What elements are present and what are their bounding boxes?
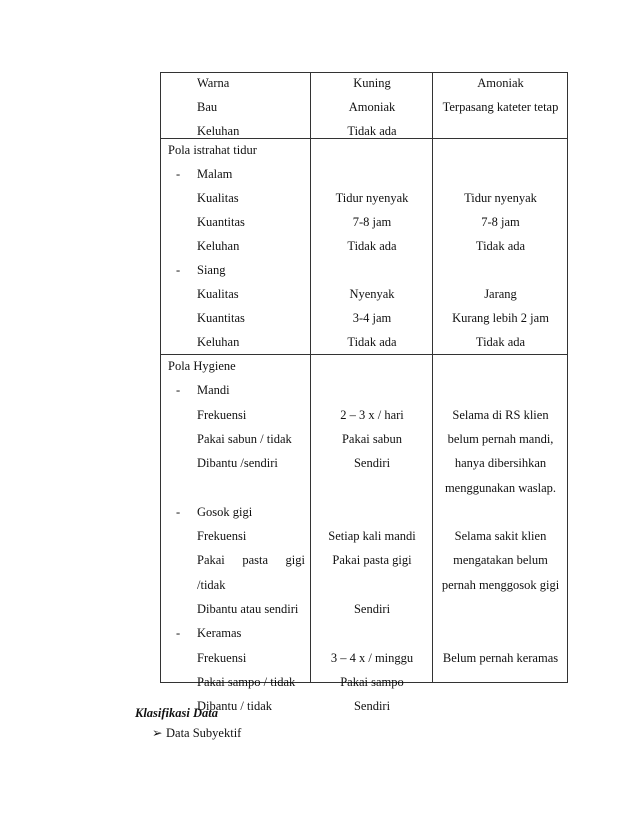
value-cell: Pakai pasta gigi [332, 553, 412, 568]
row-label: Keramas [197, 626, 242, 641]
value-cell: Sendiri [353, 456, 391, 471]
value-cell: 7-8 jam [352, 215, 392, 229]
table-divider-1 [310, 72, 311, 683]
value-cell: Tidak ada [347, 239, 397, 253]
list-dash: - [176, 383, 181, 398]
value-cell: mengatakan belum [453, 553, 548, 568]
row-label: Dibantu atau sendiri [197, 602, 299, 616]
value-cell: Selama sakit klien [454, 529, 547, 544]
value-cell: 7-8 jam [481, 215, 520, 229]
value-cell: Kurang lebih 2 jam [452, 311, 549, 325]
value-cell: Nyenyak [349, 287, 395, 301]
row-label: Dibantu / tidak [197, 699, 272, 714]
value-cell: 3-4 jam [352, 311, 392, 325]
row-label: Keluhan [197, 335, 240, 349]
value-cell: Tidak ada [347, 124, 397, 138]
value-cell: menggunakan waslap. [444, 480, 557, 495]
list-dash: - [176, 263, 181, 277]
value-cell: Tidur nyenyak [335, 191, 409, 205]
row-label: Dibantu /sendiri [197, 456, 278, 471]
section-label: Pola Hygiene [168, 359, 236, 373]
row-label: Siang [197, 263, 226, 277]
row-label: Malam [197, 167, 233, 181]
row-label: Kuantitas [197, 311, 245, 325]
bullet-item [152, 725, 241, 741]
table-row-divider [160, 138, 568, 139]
value-cell: Amoniak [477, 76, 524, 90]
value-cell: Sendiri [353, 699, 391, 714]
table-row-divider [160, 354, 568, 355]
value-cell: belum pernah mandi, [447, 431, 554, 446]
value-cell: 3 – 4 x / minggu [330, 650, 414, 665]
row-label: Kuantitas [197, 215, 245, 229]
row-label: Pakai sampo / tidak [197, 674, 296, 689]
row-label: Bau [197, 100, 218, 114]
value-cell: Amoniak [348, 100, 396, 114]
table-border-right [567, 72, 568, 683]
value-cell: Terpasang kateter tetap [442, 100, 559, 114]
value-cell: hanya dibersihkan [454, 456, 547, 471]
section-label: Pola istrahat tidur [168, 143, 257, 157]
row-label: Frekuensi [197, 407, 247, 422]
row-label: Pakai sabun / tidak [197, 431, 292, 446]
value-cell: pernah menggosok gigi [441, 577, 560, 592]
row-label: Gosok gigi [197, 504, 253, 519]
value-cell: Tidur nyenyak [464, 191, 537, 205]
table-divider-2 [432, 72, 433, 683]
value-cell: Selama di RS klien [452, 407, 549, 422]
value-cell: 2 – 3 x / hari [340, 407, 404, 422]
section-heading: Klasifikasi Data [135, 706, 218, 720]
arrow-bullet-icon: ➢ [152, 726, 163, 740]
assessment-table [160, 72, 568, 714]
bullet-label: Data Subyektif [166, 726, 242, 740]
row-label: Pakai pasta gigi [197, 553, 305, 568]
value-cell: Pakai sampo [340, 674, 404, 689]
row-label: Frekuensi [197, 650, 247, 665]
row-label: Keluhan [197, 124, 240, 138]
value-cell: Tidak ada [347, 335, 397, 349]
row-label: Kualitas [197, 191, 239, 205]
list-dash: - [176, 504, 181, 519]
row-label: Keluhan [197, 239, 240, 253]
list-dash: - [176, 626, 181, 641]
value-cell: Kuning [353, 76, 391, 90]
row-label: Warna [197, 76, 230, 90]
list-dash: - [176, 167, 181, 181]
row-label: /tidak [197, 577, 226, 592]
table-border-left [160, 72, 161, 683]
value-cell: Belum pernah keramas [442, 650, 559, 665]
value-cell: Jarang [484, 287, 517, 301]
value-cell: Tidak ada [475, 335, 526, 349]
value-cell: Setiap kali mandi [328, 529, 416, 544]
row-label: Kualitas [197, 287, 239, 301]
value-cell: Pakai sabun [341, 431, 403, 446]
table-border-top [160, 72, 568, 73]
value-cell: Sendiri [353, 602, 391, 616]
row-label: Mandi [197, 383, 230, 398]
row-label: Frekuensi [197, 529, 247, 544]
value-cell: Tidak ada [475, 239, 526, 253]
